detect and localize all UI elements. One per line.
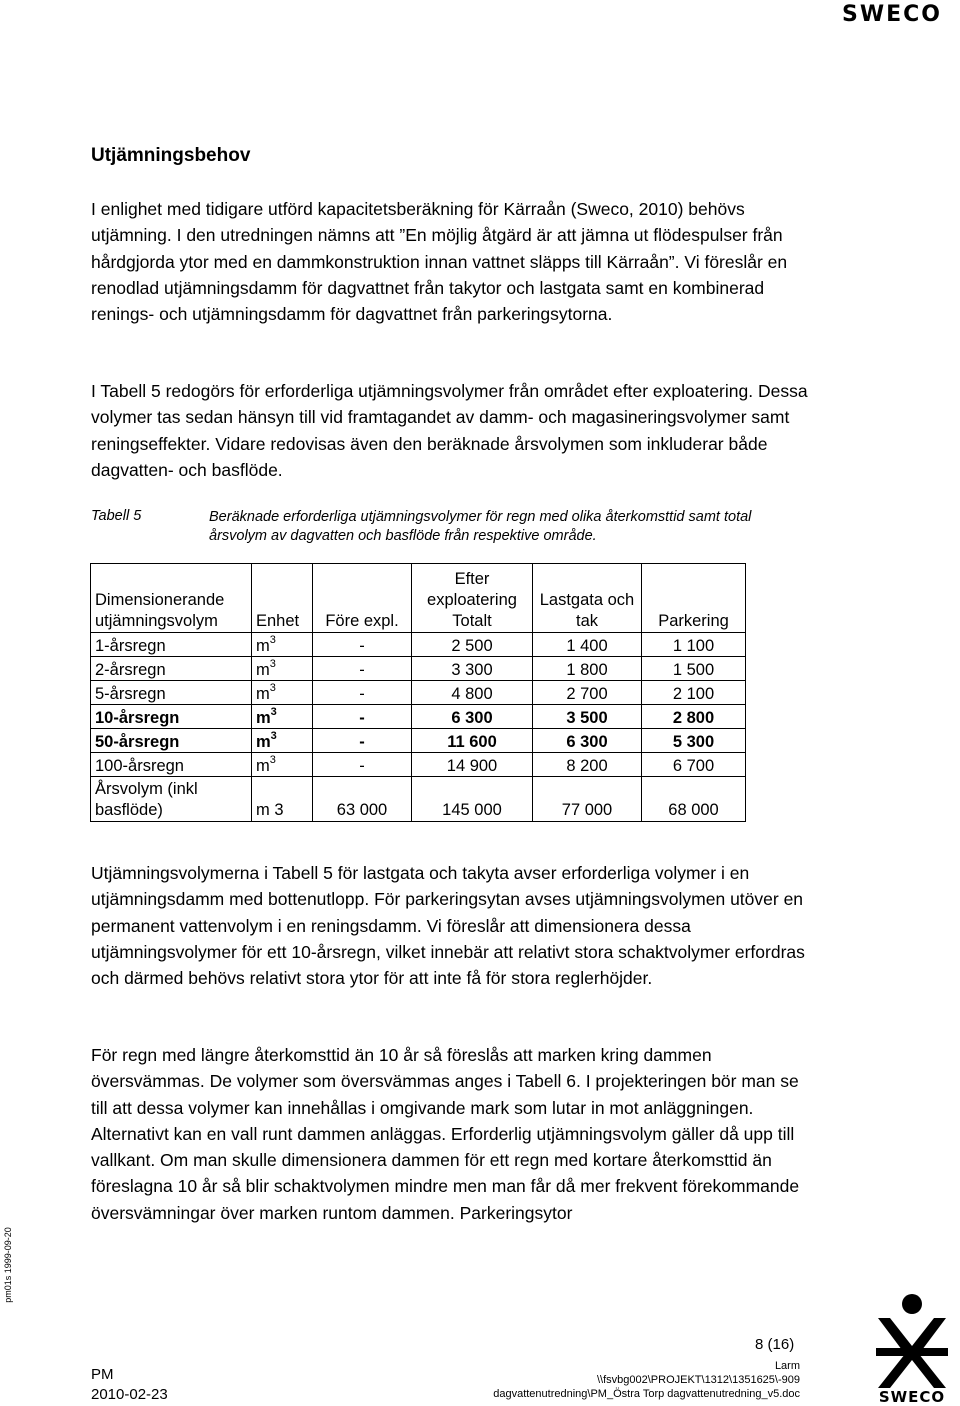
row-unit: $m^3$ (252, 657, 313, 681)
row-before: - (313, 705, 412, 729)
row-lastgata: 6 300 (533, 729, 642, 753)
row-total: 2 500 (412, 633, 533, 657)
row-total: 3 300 (412, 657, 533, 681)
row-name: 10-årsregn (91, 705, 252, 729)
row-name: Årsvolym (inkl basflöde) (91, 777, 252, 822)
row-parkering: 2 100 (642, 681, 746, 705)
table-row (91, 777, 746, 822)
row-lastgata: 2 700 (533, 681, 642, 705)
doc-author: Larm (774, 1360, 800, 1372)
col-header-total: Efter exploatering Totalt (412, 564, 533, 633)
template-id: pm01s 1999-09-20 (2, 1227, 13, 1303)
col-header-before: Före expl. (313, 564, 412, 633)
doc-date: 2010-02-23 (91, 1386, 168, 1403)
row-total: 6 300 (412, 705, 533, 729)
doc-type: PM (91, 1366, 114, 1383)
row-total: 11 600 (412, 729, 533, 753)
paragraph-volumes: Utjämningsvolymerna i Tabell 5 för lastgata och takyta avser erforderliga volymer i en utjämningsdamm med bottenutlopp. För parkeringsytan avses utjämningsvolymen utöver en permanent vattenvolym i en reningsdamm. Vi föreslår att dimensionera dessa utjämningsvolymer för ett 10-årsregn, vilket innebär att relativt stora schaktvolymer erfordras och därmed behövs relativt stora ytor för att inte få för stora reglerhöjder. (91, 863, 805, 989)
row-unit: $m^3$ (252, 753, 313, 777)
row-before: - (313, 729, 412, 753)
row-before: - (313, 633, 412, 657)
col-header-lastgata: Lastgata och tak (533, 564, 642, 633)
col-header-parkering: Parkering (642, 564, 746, 633)
sweco-logo: SWECO (842, 2, 942, 27)
row-name: 5-årsregn (91, 681, 252, 705)
row-unit: $m^3$ (252, 729, 313, 753)
row-unit: m 3 (252, 777, 313, 822)
table-row (91, 753, 746, 777)
row-unit: $m^3$ (252, 681, 313, 705)
page-number: 8 (16) (755, 1336, 795, 1353)
row-name: 100-årsregn (91, 753, 252, 777)
table-row (91, 657, 746, 681)
row-parkering: 1 100 (642, 633, 746, 657)
row-unit: $m^3$ (252, 633, 313, 657)
row-total: 14 900 (412, 753, 533, 777)
table-row (91, 681, 746, 705)
row-lastgata: 1 800 (533, 657, 642, 681)
row-parkering: 68 000 (642, 777, 746, 822)
row-parkering: 1 500 (642, 657, 746, 681)
doc-path-2: dagvattenutredning\PM_Östra Torp dagvattenutredning_v5.doc (493, 1388, 800, 1400)
table-row (91, 705, 746, 729)
sweco-logo-bottom: SWECO (878, 1388, 946, 1406)
row-before: - (313, 681, 412, 705)
row-total: 145 000 (412, 777, 533, 822)
section-heading: Utjämningsbehov (91, 145, 251, 166)
row-parkering: 6 700 (642, 753, 746, 777)
row-before: 63 000 (313, 777, 412, 822)
table-caption-text: Beräknade erforderliga utjämningsvolymer för regn med olika återkomsttid samt total årsvolym av dagvatten och basflöde från respektive område. (209, 509, 752, 544)
paragraph-table-intro: I Tabell 5 redogörs för erforderliga utjämningsvolymer från området efter exploatering. Dessa volymer tas sedan hänsyn till vid framtagandet av damm- och magasineringsvolymer samt reningseffekter. Vidare redovisas även den beräknade årsvolymen som inkluderar både dagvatten- och basflöde. (91, 381, 808, 480)
row-before: - (313, 753, 412, 777)
row-lastgata: 3 500 (533, 705, 642, 729)
table-header-row (91, 564, 746, 633)
row-parkering: 2 800 (642, 705, 746, 729)
row-lastgata: 77 000 (533, 777, 642, 822)
col-header-unit: Enhet (252, 564, 313, 633)
unit-superscript: 3 (269, 658, 276, 670)
volume-table (90, 563, 746, 822)
row-before: - (313, 657, 412, 681)
paragraph-flooding: För regn med längre återkomsttid än 10 år så föreslås att marken kring dammen översvämmas. De volymer som översvämmas anges i Tabell 6. I projekteringen bör man se till att dessa volymer kan innehållas i omgivande mark som lutar in mot anläggningen. Alternativt kan en vall runt dammen anläggas. Erforderlig utjämningsvolym gäller då upp till vallkant. Om man skulle dimensionera dammen för ett regn med kortare återkomsttid än föreslagna 10 år så blir schaktvolymen mindre men man får då mer frekvent förekommande översvämningar över marken runtom dammen. Parkeringsytor (91, 1045, 800, 1223)
unit-superscript: 3 (270, 730, 277, 742)
paragraph-intro: I enlighet med tidigare utförd kapacitetsberäkning för Kärraån (Sweco, 2010) behövs utjämning. I den utredningen nämns att ”En möjlig åtgärd är att jämna ut flödespulser från hårdgjorda ytor med en dammkonstruktion innan vattnet släpps till Kärraån”. Vi föreslår en renodlad utjämningsdamm för dagvattnet från takytor och lastgata samt en kombinerad renings- och utjämningsdamm för dagvattnet från parkeringsytorna. (91, 199, 788, 325)
row-total: 4 800 (412, 681, 533, 705)
table-row (91, 633, 746, 657)
row-unit: $m^3$ (252, 705, 313, 729)
unit-superscript: 3 (269, 682, 276, 694)
col-header-dimension: Dimensionerande utjämningsvolym (91, 564, 252, 633)
row-lastgata: 1 400 (533, 633, 642, 657)
unit-superscript: 3 (269, 634, 276, 646)
doc-path-1: \\fsvbg002\PROJEKT\1312\1351625\-909 (596, 1374, 800, 1386)
row-name: 1-årsregn (91, 633, 252, 657)
unit-superscript: 3 (269, 754, 276, 766)
unit-superscript: 3 (270, 706, 277, 718)
row-name: 50-årsregn (91, 729, 252, 753)
row-lastgata: 8 200 (533, 753, 642, 777)
table-row (91, 729, 746, 753)
row-parkering: 5 300 (642, 729, 746, 753)
table-caption-label: Tabell 5 (91, 508, 142, 524)
row-name: 2-årsregn (91, 657, 252, 681)
